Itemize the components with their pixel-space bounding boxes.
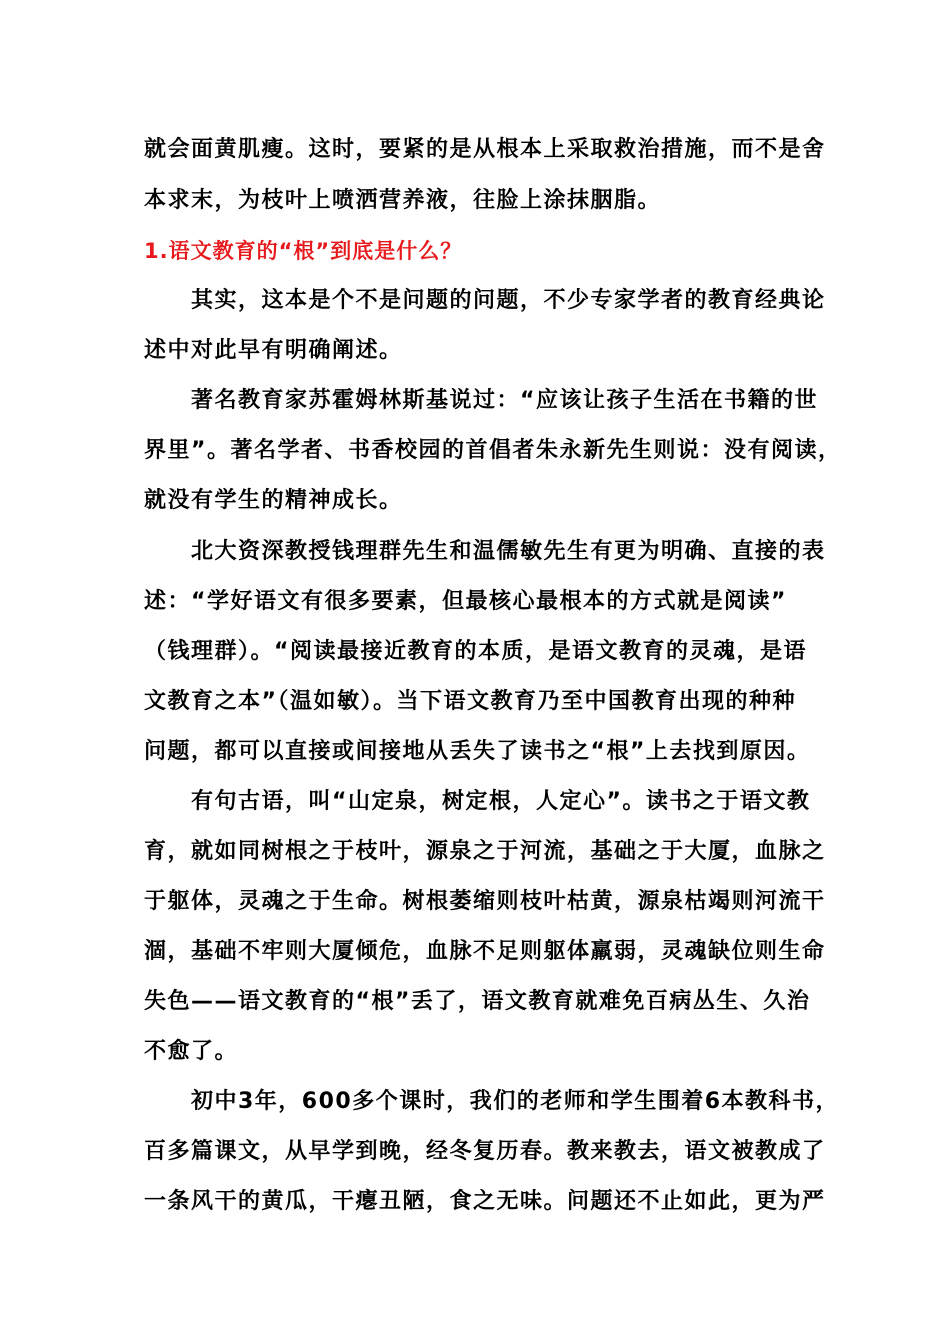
text-line: 问题，都可以直接或间接地从丢失了读书之“根”上去找到原因。 bbox=[144, 739, 811, 764]
text-line: 初中3年，600多个课时，我们的老师和学生围着6本教科书， bbox=[191, 1089, 840, 1114]
text-line: 就会面黄肌瘦。这时，要紧的是从根本上采取救治措施，而不是舍 bbox=[144, 137, 826, 162]
text-line: 涸，基础不牢则大厦倾危，血脉不足则躯体羸弱，灵魂缺位则生命 bbox=[144, 939, 826, 964]
text-line: 本求末，为枝叶上喷洒营养液，往脸上涂抹胭脂。 bbox=[144, 188, 662, 213]
section-heading: 1.语文教育的“根”到底是什么？ bbox=[144, 239, 463, 263]
text-line: 有句古语，叫“山定泉，树定根，人定心”。读书之于语文教 bbox=[191, 789, 811, 814]
text-line: 述中对此早有明确阐述。 bbox=[144, 338, 403, 363]
text-line: 其实，这本是个不是问题的问题，不少专家学者的教育经典论 bbox=[191, 288, 826, 313]
text-line: 文教育之本”（温如敏）。当下语文教育乃至中国教育出现的种种 bbox=[144, 689, 796, 714]
text-line: 北大资深教授钱理群先生和温儒敏先生有更为明确、直接的表 bbox=[191, 539, 826, 564]
text-line: 一条风干的黄瓜，干瘪丑陋，食之无味。问题还不止如此，更为严 bbox=[144, 1189, 826, 1214]
text-line: 界里”。著名学者、书香校园的首倡者朱永新先生则说：没有阅读， bbox=[144, 438, 842, 463]
text-line: 于躯体，灵魂之于生命。树根萎缩则枝叶枯黄，源泉枯竭则河流干 bbox=[144, 889, 826, 914]
text-line: 著名教育家苏霍姆林斯基说过：“应该让孩子生活在书籍的世 bbox=[191, 388, 818, 413]
text-line: 不愈了。 bbox=[144, 1039, 239, 1064]
text-line: 就没有学生的精神成长。 bbox=[144, 488, 403, 513]
text-line: 失色——语文教育的“根”丢了，语文教育就难免百病丛生、久治 bbox=[144, 989, 811, 1014]
text-line: 述：“学好语文有很多要素，但最核心最根本的方式就是阅读” bbox=[144, 589, 787, 614]
text-line: 育，就如同树根之于枝叶，源泉之于河流，基础之于大厦，血脉之 bbox=[144, 839, 826, 864]
text-line: 百多篇课文，从早学到晚，经冬复历春。教来教去，语文被教成了 bbox=[144, 1139, 826, 1164]
text-line: （钱理群）。“阅读最接近教育的本质，是语文教育的灵魂，是语 bbox=[144, 639, 807, 664]
